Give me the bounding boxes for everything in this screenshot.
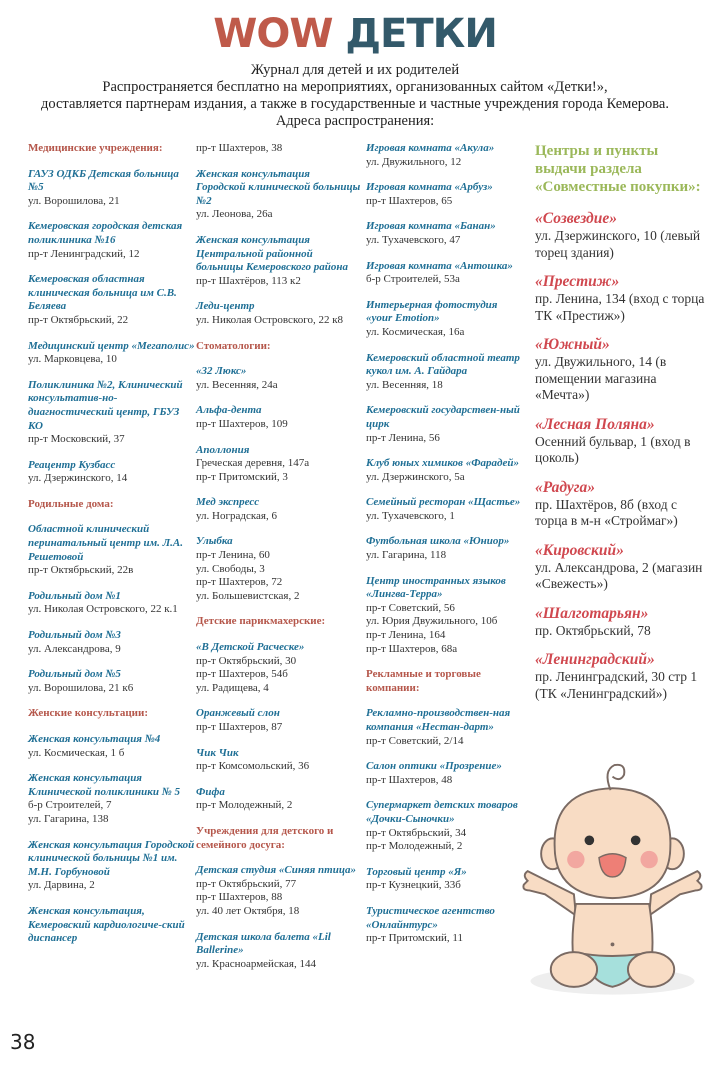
entry-name: Кемеровский областной театр кукол им. А. Гайдара xyxy=(366,351,520,378)
entry-address: пр-т Октябрьский, 30 xyxy=(196,654,297,667)
entry-address: ул. Ноградская, 6 xyxy=(196,509,277,522)
entry-name: Интерьерная фотостудия «your Emotion» xyxy=(366,298,498,325)
entry-address: пр. Ленина, 134 (вход с торца ТК «Престиж») xyxy=(535,291,705,323)
logo-detki: ДЕТКИ xyxy=(345,11,497,57)
entry-address: пр-т Октябрьский, 34 xyxy=(366,826,467,839)
right-foot-shape xyxy=(628,952,674,987)
list-item xyxy=(196,864,361,918)
entry-address: ул. Двужильного, 14 (в помещении магазина «Мечта») xyxy=(535,354,667,402)
navel-shape xyxy=(611,943,615,947)
hairdressers-list xyxy=(196,641,361,813)
entry-address: пр-т Шахтеров, 54б xyxy=(196,668,288,681)
list-item xyxy=(535,479,705,530)
entry-address: пр-т Шахтеров, 87 xyxy=(196,721,283,733)
list-item xyxy=(196,234,361,288)
column-4 xyxy=(535,142,705,714)
entry-name: Женская консультация Центральной районной больницы Кемеровского района xyxy=(196,233,349,274)
entry-address: ул. Космическая, 1 б xyxy=(28,746,125,759)
left-foot-shape xyxy=(551,952,597,987)
entry-name: Родильный дом №3 xyxy=(28,629,121,642)
entry-name: «Созвездие» xyxy=(535,210,617,227)
entry-name: «Лесная Поляна» xyxy=(535,415,655,433)
entry-address: пр-т Советский, 56 xyxy=(366,601,455,614)
entry-address: ул. Двужильного, 12 xyxy=(366,155,462,168)
list-item xyxy=(196,168,361,222)
entry-address: пр-т Шахтеров, 68а xyxy=(366,642,458,655)
section-heading-leisure: Учреждения для детского и семейного досуга: xyxy=(196,824,334,851)
list-item xyxy=(28,340,196,367)
entry-address: ул. Весенняя, 18 xyxy=(366,378,443,391)
intro-line: доставляется партнерам издания, а также в государственные и частные учреждения города Кемерова. xyxy=(41,96,669,112)
entry-name: «В Детской Расческе» xyxy=(196,641,305,654)
entry-address: пр-т Притомский, 11 xyxy=(366,932,463,945)
entry-name: Детская школа балета «Lil Ballerine» xyxy=(196,930,331,957)
hair-curl-shape xyxy=(607,765,624,790)
entry-address: ул. Дарвина, 2 xyxy=(28,879,95,892)
list-item xyxy=(366,496,526,523)
list-item xyxy=(196,300,361,327)
list-item xyxy=(28,839,196,893)
right-cheek-shape xyxy=(640,851,657,868)
entry-address: пр. Октябрьский, 78 xyxy=(535,622,651,638)
entry-name: Чик Чик xyxy=(196,746,239,759)
entry-address: пр-т Шахтеров, 88 xyxy=(196,891,283,904)
entry-name: «Престиж» xyxy=(535,273,620,290)
list-item xyxy=(366,799,526,853)
list-item xyxy=(196,641,361,695)
entry-address: пр-т Московский, 37 xyxy=(28,433,125,446)
entry-address: пр-т Октябрьский, 22в xyxy=(28,564,134,577)
entry-name: Туристическое агентство «Онлайнтурс» xyxy=(366,904,495,931)
entry-address: ул. Дзержинского, 5а xyxy=(366,470,465,483)
entry-name: Улыбка xyxy=(196,535,233,548)
entry-address: ул. Весенняя, 24а xyxy=(196,378,278,391)
entry-name: «Шалготарьян» xyxy=(535,604,649,622)
entry-address: ул. Тухачевского, 1 xyxy=(366,509,455,522)
entry-name: Женская консультация Городской клинической больницы №2 xyxy=(196,167,361,207)
entry-name: Футбольная школа «Юниор» xyxy=(366,535,510,548)
entry-name: Леди-центр xyxy=(196,300,255,313)
list-item xyxy=(366,707,526,748)
entry-address: пр-т Кузнецкий, 33б xyxy=(366,879,461,892)
column-2 xyxy=(196,142,361,983)
entry-address: ул. Дзержинского, 14 xyxy=(28,472,128,485)
list-item xyxy=(535,651,705,702)
entry-address: ул. Гагарина, 118 xyxy=(366,549,447,562)
entry-address: ул. Дзержинского, 10 (левый торец здания) xyxy=(535,228,701,260)
list-item xyxy=(28,220,196,261)
entry-address: пр-т Шахтеров, 65 xyxy=(366,194,453,207)
entry-name: Оранжевый слон xyxy=(196,707,280,720)
list-item xyxy=(28,379,196,447)
list-item xyxy=(196,444,361,485)
pickup-points-list xyxy=(535,210,705,702)
entry-address: пр-т Комсомольский, 36 xyxy=(196,760,310,773)
list-item xyxy=(196,707,361,734)
list-item xyxy=(366,404,526,445)
entry-address: ул. Николая Островского, 22 к8 xyxy=(196,313,344,326)
column-3 xyxy=(366,142,526,958)
list-item xyxy=(366,905,526,946)
intro-line: Адреса распространения: xyxy=(275,113,435,129)
entry-address: пр-т Октябрьский, 77 xyxy=(196,877,297,890)
list-item xyxy=(196,365,361,392)
entry-address: б-р Строителей, 53а xyxy=(366,273,460,286)
advertising-list xyxy=(366,707,526,945)
entry-name: Реацентр Кузбасс xyxy=(28,458,116,471)
women-consultations-list-cont xyxy=(196,168,361,328)
entry-name: Кемеровская городская детская поликлиника №16 xyxy=(28,220,183,246)
entry-address: ул. Леонова, 26а xyxy=(196,208,273,221)
entry-name: Аполлония xyxy=(196,443,250,456)
list-item xyxy=(366,760,526,787)
medical-list xyxy=(28,168,196,486)
list-item xyxy=(366,142,526,169)
entry-name: «Радуга» xyxy=(535,478,595,496)
list-item xyxy=(28,168,196,209)
entry-name: Игровая комната «Антошка» xyxy=(366,259,513,272)
list-item xyxy=(28,629,196,656)
entry-address: ул. Свободы, 3 xyxy=(196,562,265,575)
entry-address: ул. Красноармейская, 144 xyxy=(196,957,316,970)
entry-name: Фифа xyxy=(196,785,225,798)
entry-name: Областной клинический перинатальный центр им. Л.А. Решетовой xyxy=(28,523,184,563)
entry-name: Игровая комната «Арбуз» xyxy=(366,181,493,194)
entry-address: ул. Марковцева, 10 xyxy=(28,353,117,366)
entry-name: Родильный дом №1 xyxy=(28,589,121,602)
list-item xyxy=(366,220,526,247)
list-item xyxy=(196,747,361,774)
list-item xyxy=(535,416,705,467)
list-item xyxy=(535,210,705,261)
entry-name: Рекламно-производствен-ная компания «Нестан-дарт» xyxy=(366,707,511,733)
entry-address: пр. Ленинградский, 30 стр 1 (ТК «Ленинградский») xyxy=(535,669,698,701)
entry-address: пр-т Шахтеров, 109 xyxy=(196,417,288,430)
entry-name: Салон оптики «Прозрение» xyxy=(366,760,502,773)
list-item xyxy=(28,905,196,946)
section-heading-dental: Стоматологии: xyxy=(196,339,271,352)
entry-address: ул. Большевистская, 2 xyxy=(196,589,300,602)
magazine-logo xyxy=(0,8,710,60)
right-eye-shape xyxy=(631,835,641,845)
list-item xyxy=(535,605,705,640)
entry-name: «32 Люкс» xyxy=(196,365,247,378)
entry-address: пр-т Ленина, 164 xyxy=(366,629,446,642)
list-item xyxy=(196,931,361,972)
entry-address: пр-т Советский, 2/14 xyxy=(366,734,464,747)
list-item xyxy=(28,590,196,617)
entry-name: Мед экспресс xyxy=(196,496,260,509)
section-heading-pickup: Центры и пункты выдачи раздела «Совместные покупки»: xyxy=(535,143,701,195)
intro-text xyxy=(0,62,710,130)
entry-name: «Южный» xyxy=(535,336,610,353)
entry-address: пр-т Молодежный, 2 xyxy=(366,840,463,853)
entry-name: Альфа-дента xyxy=(196,404,262,417)
entry-name: Детская студия «Синяя птица» xyxy=(196,864,356,877)
entry-name: ГАУЗ ОДКБ Детская больница №5 xyxy=(28,167,179,194)
list-item xyxy=(196,535,361,603)
entry-address: ул. Радищева, 4 xyxy=(196,681,269,694)
list-item xyxy=(366,352,526,393)
entry-address: ул. 40 лет Октября, 18 xyxy=(196,904,300,917)
entry-name: Центр иностранных языков «Лингва-Терра» xyxy=(366,574,506,601)
entry-address: ул. Ворошилова, 21 к6 xyxy=(28,681,134,694)
dental-list xyxy=(196,365,361,603)
entry-address: ул. Тухачевского, 47 xyxy=(366,233,461,246)
list-item xyxy=(366,866,526,893)
entry-name: Игровая комната «Акула» xyxy=(366,142,495,154)
entry-address: ул. Александрова, 9 xyxy=(28,642,121,655)
entry-address: пр-т Ленина, 56 xyxy=(366,431,440,444)
entry-address: пр-т Шахтеров, 72 xyxy=(196,576,283,589)
entry-address: пр-т Шахтеров, 48 xyxy=(366,773,453,786)
entry-name: Женская консультация Клинической поликлиники № 5 xyxy=(28,772,181,798)
entry-address: пр-т Молодежный, 2 xyxy=(196,799,293,812)
list-item xyxy=(28,668,196,695)
list-item xyxy=(366,260,526,287)
entry-address: ул. Юрия Двужильного, 10б xyxy=(366,615,498,628)
section-heading-advertising: Рекламные и торговые компании: xyxy=(366,668,481,694)
entry-address: ул. Космическая, 16а xyxy=(366,325,465,338)
entry-address: ул. Ворошилова, 21 xyxy=(28,194,120,207)
entry-name: Женская консультация №4 xyxy=(28,733,161,745)
baby-illustration-icon xyxy=(515,740,710,1010)
continued-address: пр-т Шахтеров, 38 xyxy=(196,142,283,154)
list-item xyxy=(535,273,705,324)
entry-address: пр-т Притомский, 3 xyxy=(196,470,288,483)
entry-name: Клуб юных химиков «Фарадей» xyxy=(366,457,520,470)
entry-name: Супермаркет детских товаров «Дочки-Сыночки» xyxy=(366,799,518,825)
maternity-list xyxy=(28,523,196,695)
entry-address: Греческая деревня, 147а xyxy=(196,457,310,470)
list-item xyxy=(196,404,361,431)
leisure-list-cont xyxy=(366,142,526,656)
entry-address: б-р Строителей, 7 xyxy=(28,799,112,812)
entry-address: пр-т Октябрьский, 22 xyxy=(28,313,129,326)
list-item xyxy=(366,457,526,484)
section-heading-maternity: Родильные дома: xyxy=(28,497,114,510)
list-item xyxy=(366,535,526,562)
list-item xyxy=(366,575,526,657)
list-item xyxy=(535,542,705,593)
page-number: 38 xyxy=(10,1030,36,1054)
list-item xyxy=(535,336,705,404)
list-item xyxy=(196,496,361,523)
head-shape xyxy=(555,788,671,898)
entry-address: ул. Николая Островского, 22 к.1 xyxy=(28,603,178,616)
entry-name: Медицинский центр «Мегаполис» xyxy=(28,339,195,352)
list-item xyxy=(28,733,196,760)
entry-name: Торговый центр «Я» xyxy=(366,865,467,878)
left-eye-shape xyxy=(585,835,595,845)
entry-address: ул. Александрова, 2 (магазин «Свежесть») xyxy=(535,559,703,591)
section-heading-medical: Медицинские учреждения: xyxy=(28,142,163,154)
entry-address: Осенний бульвар, 1 (вход в цоколь) xyxy=(535,433,691,465)
entry-name: «Кировский» xyxy=(535,541,624,559)
section-heading-women: Женские консультации: xyxy=(28,707,149,720)
logo-wow: WOW xyxy=(213,11,333,57)
entry-name: Семейный ресторан «Щастье» xyxy=(366,496,521,509)
list-item xyxy=(28,523,196,577)
entry-address: пр-т Ленинградский, 12 xyxy=(28,247,140,260)
entry-name: Родильный дом №5 xyxy=(28,668,121,681)
entry-name: Женская консультация, Кемеровский кардиологиче-ский диспансер xyxy=(28,904,185,945)
section-heading-hairdressers: Детские парикмахерские: xyxy=(196,615,326,628)
list-item xyxy=(366,181,526,208)
entry-name: Кемеровская областная клиническая больница им С.В. Беляева xyxy=(28,273,177,313)
entry-address: ул. Гагарина, 138 xyxy=(28,812,109,825)
entry-address: пр. Шахтёров, 8б (вход с торца в м-н «Строймаг») xyxy=(535,496,678,528)
column-1 xyxy=(28,142,196,958)
list-item xyxy=(28,273,196,327)
women-consultations-list xyxy=(28,733,196,946)
entry-name: Поликлиника №2, Клинический консультатив-но-диагностический центр, ГБУЗ КО xyxy=(28,378,183,432)
list-item xyxy=(196,786,361,813)
entry-address: пр-т Шахтёров, 113 к2 xyxy=(196,274,301,287)
list-item xyxy=(28,459,196,486)
entry-name: «Ленинградский» xyxy=(535,651,655,668)
leisure-list xyxy=(196,864,361,971)
entry-address: пр-т Ленина, 60 xyxy=(196,549,270,562)
entry-name: Кемеровский государствен-ный цирк xyxy=(366,404,520,430)
entry-name: Игровая комната «Банан» xyxy=(366,220,496,233)
list-item xyxy=(366,299,526,340)
entry-name: Женская консультация Городской клинической больницы №1 им. М.Н. Горбуновой xyxy=(28,838,195,878)
intro-line: Журнал для детей и их родителей xyxy=(250,62,460,78)
list-item xyxy=(28,772,196,826)
intro-line: Распространяется бесплатно на мероприятиях, организованных сайтом «Детки!», xyxy=(102,79,608,95)
left-cheek-shape xyxy=(567,851,584,868)
